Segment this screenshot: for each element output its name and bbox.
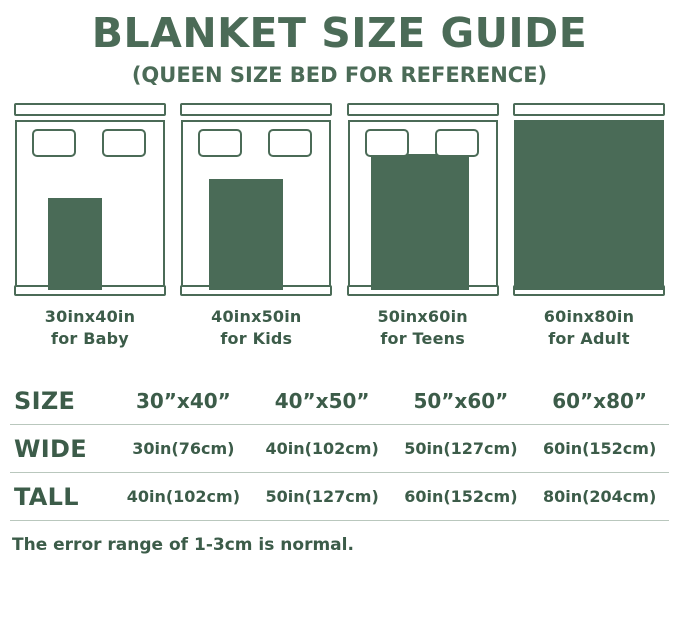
headboard [14,103,166,116]
bed-diagram-adult [513,103,665,296]
bed-diagram-kids [180,103,332,296]
blanket-size-guide-infographic [0,9,679,556]
bed-column-kids [180,103,332,349]
bed-caption-adult [544,306,634,349]
bed-audience-label: for Kids [220,328,293,348]
page-subtitle: (QUEEN SIZE BED FOR REFERENCE) [131,63,548,88]
pillow-right [435,129,479,157]
bed-diagram-teens [347,103,499,296]
bed-size-label: 60inx80in [543,307,635,327]
blanket-overlay [209,179,283,290]
headboard [513,103,665,116]
table-cell: 50in(127cm) [265,487,379,507]
row-header-tall: TALL [14,482,79,511]
table-row [10,473,669,521]
bed-audience-label: for Baby [51,328,129,348]
bed-caption-baby [45,306,135,349]
bed-audience-label: for Teens [380,328,465,348]
row-header-size: SIZE [14,386,76,415]
pillow-right [268,129,312,157]
table-cell: 30in(76cm) [132,439,235,459]
blanket-overlay [371,154,469,290]
table-row [10,377,669,425]
pillow-left [365,129,409,157]
pillow-left [32,129,76,157]
bed-illustrations-row [0,87,679,349]
table-cell: 40in(102cm) [126,487,241,507]
table-cell: 60”x80” [552,388,648,413]
bed-column-baby [14,103,166,349]
bed-size-label: 30inx40in [44,307,136,327]
table-row [10,425,669,473]
bed-caption-kids [211,306,301,349]
row-header-wide: WIDE [14,434,87,463]
pillow-right [102,129,146,157]
blanket-overlay [514,120,664,290]
bed-caption-teens [377,306,467,349]
table-cell: 40in(102cm) [265,439,379,459]
bed-size-label: 40inx50in [211,307,302,327]
table-cell: 60in(152cm) [404,487,518,507]
table-cell: 60in(152cm) [542,439,657,459]
bed-audience-label: for Adult [548,328,630,348]
bed-column-teens [347,103,499,349]
headboard [180,103,332,116]
size-table [10,377,669,521]
headboard [347,103,499,116]
bed-diagram-baby [14,103,166,296]
blanket-overlay [48,198,102,290]
pillow-left [198,129,242,157]
table-cell: 40”x50” [274,388,370,413]
bed-column-adult [513,103,665,349]
page-title: BLANKET SIZE GUIDE [91,9,588,57]
table-cell: 50”x60” [413,388,509,413]
bed-size-label: 50inx60in [377,307,468,327]
table-cell: 80in(204cm) [542,487,657,507]
table-cell: 50in(127cm) [404,439,518,459]
table-cell: 30”x40” [135,388,231,413]
footnote-text: The error range of 1-3cm is normal. [12,535,354,556]
